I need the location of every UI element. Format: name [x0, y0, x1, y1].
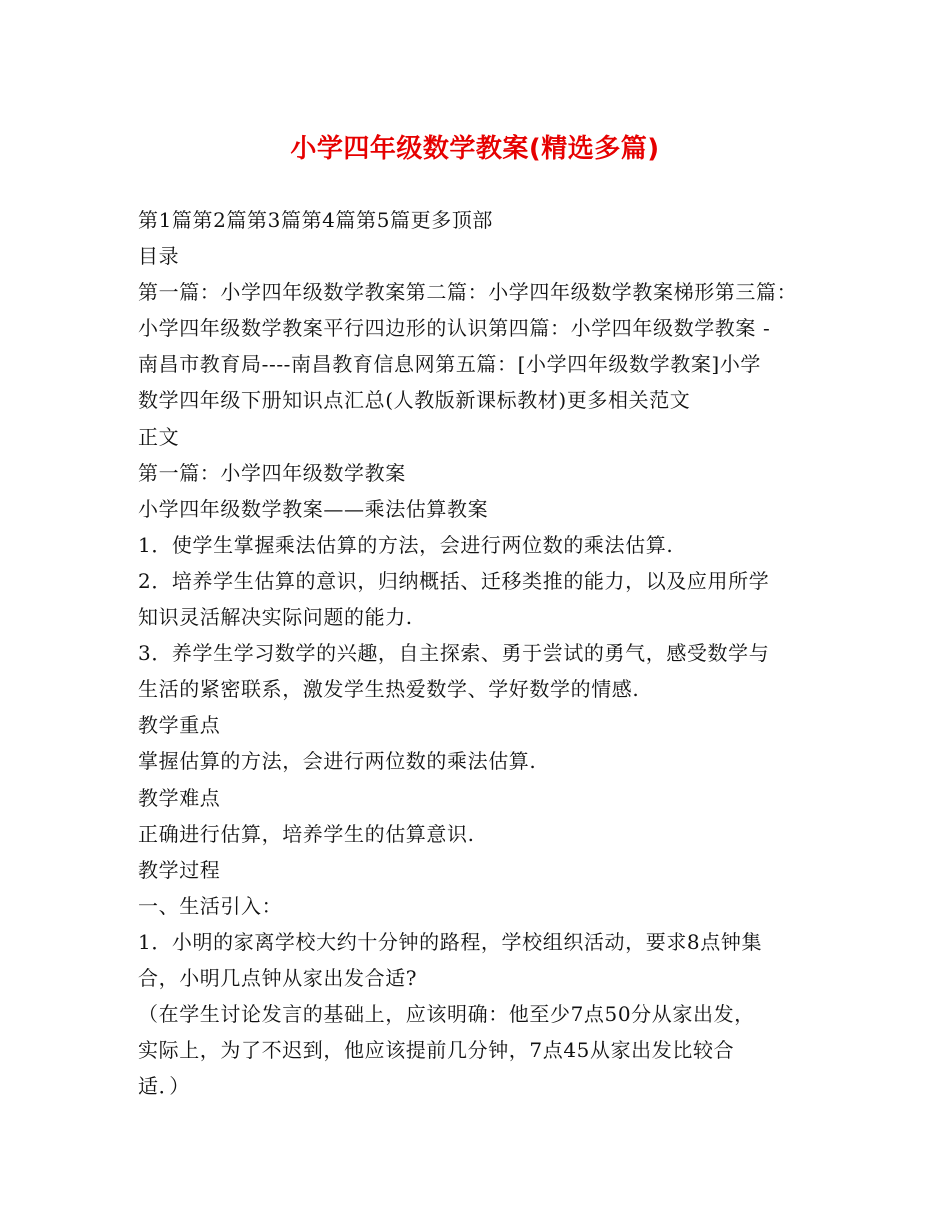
body-line: 小学四年级数学教案平行四边形的认识第四篇：小学四年级数学教案 - — [138, 316, 771, 341]
body-line: 教学重点 — [138, 713, 221, 738]
body-line: 目录 — [138, 244, 180, 269]
body-line: 第一篇：小学四年级数学教案 — [138, 460, 406, 485]
body-line: 小学四年级数学教案——乘法估算教案 — [138, 496, 489, 521]
body-line: 知识灵活解决实际问题的能力. — [138, 605, 413, 630]
body-line: 一、生活引入： — [138, 893, 283, 918]
body-line: 1．小明的家离学校大约十分钟的路程，学校组织活动，要求8点钟集 — [138, 929, 763, 954]
body-line: 教学难点 — [138, 785, 221, 810]
body-line: 教学过程 — [138, 857, 221, 882]
body-line: 2．培养学生估算的意识，归纳概括、迁移类推的能力，以及应用所学 — [138, 568, 770, 593]
body-line: 适．） — [138, 1074, 190, 1099]
body-line: 正文 — [138, 424, 180, 449]
body-line: 正确进行估算，培养学生的估算意识. — [138, 821, 475, 846]
body-line: 南昌市教育局----南昌教育信息网第五篇：[小学四年级数学教案]小学 — [138, 352, 762, 377]
body-line: 实际上，为了不迟到，他应该提前几分钟，7点45从家出发比较合 — [138, 1038, 735, 1063]
body-line: 1．使学生掌握乘法估算的方法，会进行两位数的乘法估算. — [138, 532, 674, 557]
body-line: 数学四年级下册知识点汇总(人教版新课标教材)更多相关范文 — [138, 388, 691, 413]
document-body — [138, 202, 818, 1104]
document-title: 小学四年级数学教案(精选多篇) — [290, 134, 660, 164]
body-line: （在学生讨论发言的基础上，应该明确：他至少7点50分从家出发， — [138, 1002, 755, 1027]
body-line: 合，小明几点钟从家出发合适? — [138, 965, 418, 990]
body-line: 第1篇第2篇第3篇第4篇第5篇更多顶部 — [138, 208, 494, 232]
body-line: 第一篇：小学四年级数学教案第二篇：小学四年级数学教案梯形第三篇： — [138, 280, 798, 305]
body-line: 生活的紧密联系，激发学生热爱数学、学好数学的情感. — [138, 677, 640, 702]
body-line: 掌握估算的方法，会进行两位数的乘法估算. — [138, 749, 537, 774]
body-line: 3．养学生学习数学的兴趣，自主探索、勇于尝试的勇气，感受数学与 — [138, 641, 770, 666]
